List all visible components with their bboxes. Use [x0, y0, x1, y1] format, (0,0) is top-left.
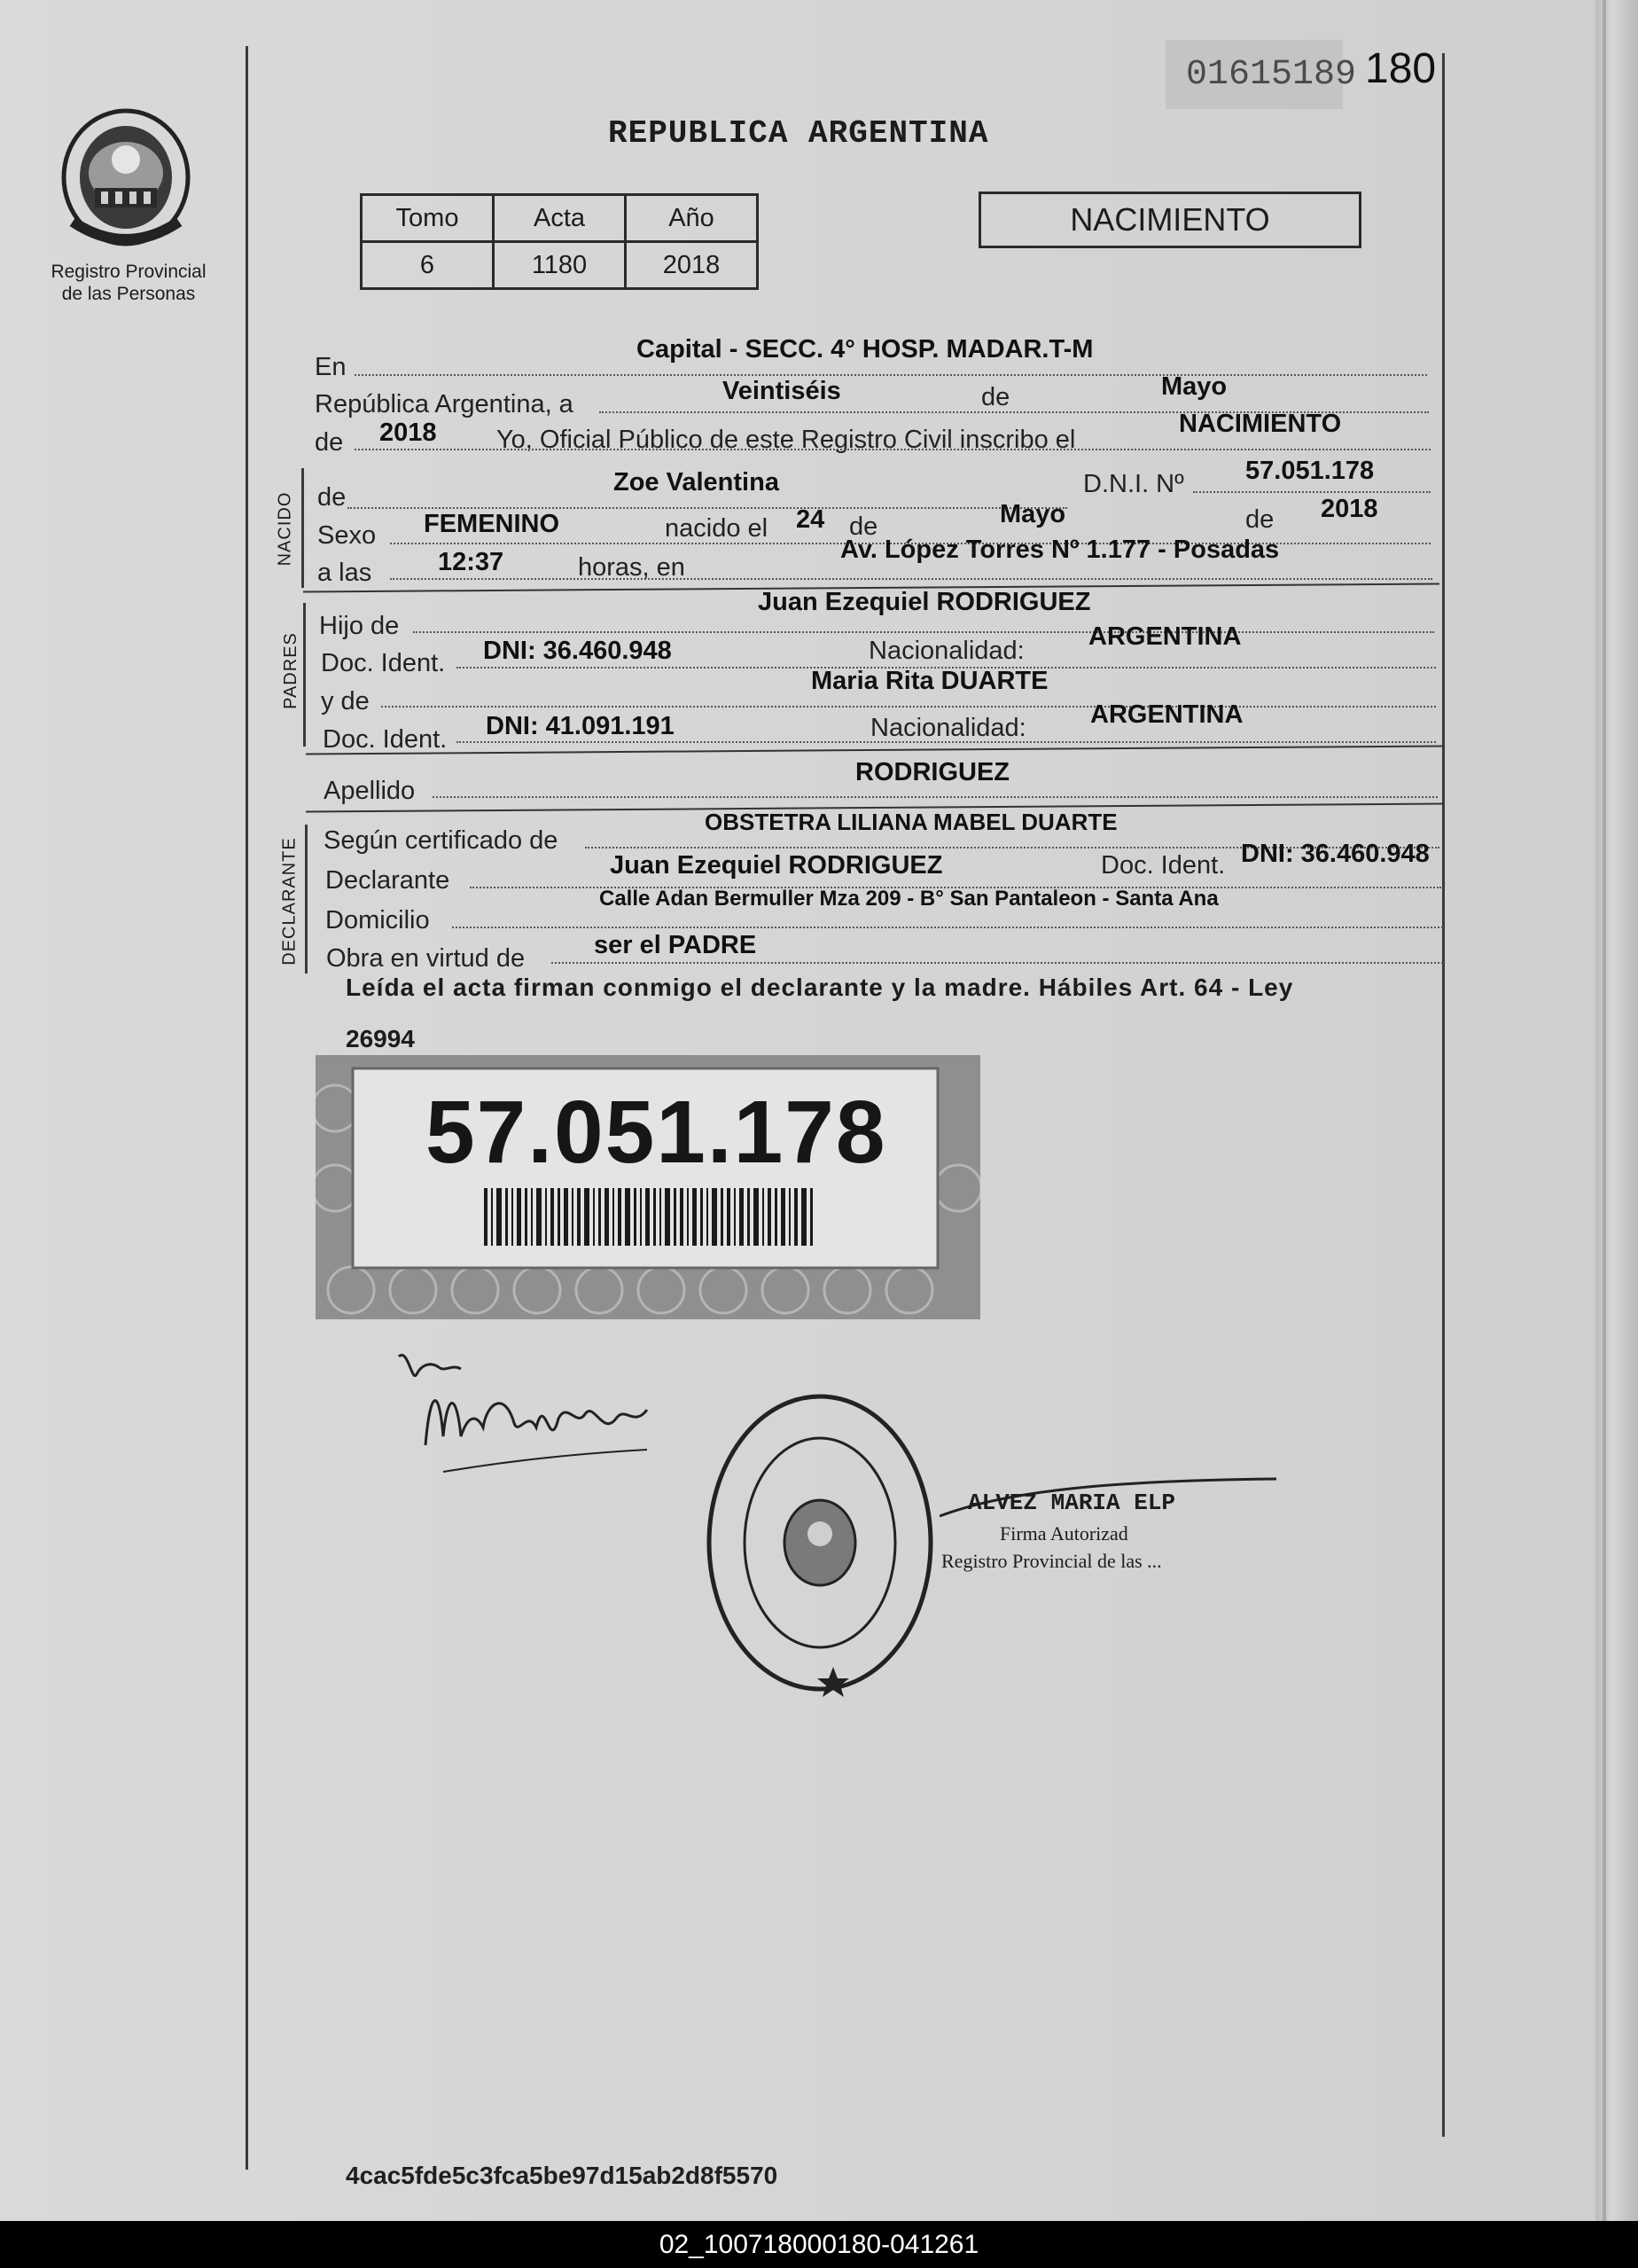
horas-label: horas, en — [578, 553, 685, 582]
father-doc-value: DNI: 36.460.948 — [483, 637, 672, 665]
record-type-box: NACIMIENTO — [979, 192, 1361, 248]
registry-header-acta: Acta — [494, 195, 626, 242]
closing-text-line2: 26994 — [346, 1025, 415, 1052]
logo-caption-line1: Registro Provincial — [51, 262, 207, 282]
father-dots — [413, 631, 1434, 633]
father-name-value: Juan Ezequiel RODRIGUEZ — [758, 588, 1091, 616]
apellido-dots — [433, 796, 1438, 798]
de-label-2: de — [315, 428, 344, 457]
declarante-value: Juan Ezequiel RODRIGUEZ — [610, 851, 943, 880]
child-name-value: Zoe Valentina — [613, 468, 779, 497]
birth-month-value: Mayo — [1000, 500, 1066, 528]
birth-place-value: Av. López Torres Nº 1.177 - Posadas — [840, 536, 1280, 564]
footer-id-bar: 02_100718000180-041261 — [0, 2221, 1638, 2268]
closing-text-line1: Leída el acta firman conmigo el declarante y la madre. Hábiles Art. 64 - Ley — [346, 974, 1294, 1001]
mother-signature — [390, 1339, 674, 1503]
en-dots — [355, 374, 1427, 376]
obra-dots — [551, 962, 1443, 964]
province-shield-icon — [55, 106, 197, 248]
nacido-de-label-2: de — [849, 512, 878, 541]
serial-number: 01615189 — [1186, 55, 1357, 95]
mother-dots — [381, 706, 1436, 708]
handwritten-signature-icon — [390, 1339, 674, 1498]
nacido-bracket — [301, 468, 304, 588]
dni-label: D.N.I. Nº — [1083, 470, 1184, 498]
registry-value-tomo: 6 — [362, 242, 494, 289]
de-label-1: de — [981, 383, 1010, 411]
declarante-side-label: DECLARANTE — [279, 837, 300, 966]
padres-bracket — [303, 603, 306, 747]
name-dots — [347, 507, 1067, 509]
nacido-el-label: nacido el — [665, 514, 768, 543]
child-dni-value: 57.051.178 — [1245, 457, 1375, 485]
official-title: Firma Autorizad — [1000, 1522, 1128, 1545]
inscribo-dots — [355, 449, 1431, 450]
official-stamp — [700, 1388, 940, 1702]
yde-label: y de — [321, 687, 370, 716]
hijo-de-label: Hijo de — [319, 612, 400, 640]
declarante-doc-value: DNI: 36.460.948 — [1241, 840, 1430, 868]
document-hash: 4cac5fde5c3fca5be97d15ab2d8f5570 — [346, 2162, 778, 2189]
mother-name-value: Maria Rita DUARTE — [811, 667, 1049, 695]
birth-day-value: 24 — [796, 505, 825, 534]
certificado-value: OBSTETRA LILIANA MABEL DUARTE — [705, 809, 1118, 835]
inscribo-value: NACIMIENTO — [1179, 410, 1342, 438]
right-margin-line — [1442, 53, 1445, 2137]
left-margin-line — [246, 46, 248, 2170]
official-org: Registro Provincial de las ... — [941, 1550, 1162, 1572]
mother-doc-dots — [456, 741, 1436, 743]
mother-nat-label: Nacionalidad: — [870, 714, 1026, 742]
en-label: En — [315, 353, 347, 381]
logo-caption-line2: de las Personas — [61, 284, 196, 304]
mother-doc-value: DNI: 41.091.191 — [486, 712, 675, 740]
alas-dots — [390, 578, 1432, 580]
official-stamp-icon — [700, 1388, 940, 1698]
official-name: ALVEZ MARIA ELP — [968, 1490, 1176, 1516]
province-logo — [55, 106, 197, 248]
registry-value-ano: 2018 — [626, 242, 758, 289]
apellido-label: Apellido — [324, 777, 416, 805]
birth-year-value: 2018 — [1321, 495, 1378, 523]
padres-side-label: PADRES — [280, 632, 300, 709]
declarante-label: Declarante — [325, 866, 450, 895]
registry-header-ano: Año — [626, 195, 758, 242]
inscribo-label: Yo, Oficial Público de este Registro Civil inscribo el — [496, 426, 1076, 454]
obra-label: Obra en virtud de — [326, 944, 526, 973]
dni-sticker-number: 57.051.178 — [425, 1083, 887, 1182]
sexo-value: FEMENINO — [424, 510, 560, 538]
mother-doc-label: Doc. Ident. — [323, 725, 448, 754]
year-value: 2018 — [379, 418, 437, 447]
declarante-bracket — [305, 825, 308, 974]
day-written-value: Veintiséis — [722, 377, 841, 405]
domicilio-label: Domicilio — [325, 906, 430, 935]
declarante-doc-label: Doc. Ident. — [1101, 851, 1226, 880]
en-value: Capital - SECC. 4° HOSP. MADAR.T-M — [636, 335, 1094, 364]
nacido-de-label: de — [317, 483, 347, 512]
domicilio-value: Calle Adan Bermuller Mza 209 - B° San Pantaleon - Santa Ana — [599, 887, 1219, 911]
father-nationality-value: ARGENTINA — [1088, 622, 1242, 651]
registry-table-header-row — [362, 195, 758, 242]
birth-time-value: 12:37 — [438, 548, 504, 576]
father-nat-label: Nacionalidad: — [869, 637, 1025, 665]
page-number: 180 — [1365, 45, 1437, 92]
certificado-label: Según certificado de — [324, 826, 558, 855]
apellido-value: RODRIGUEZ — [855, 758, 1010, 786]
father-doc-label: Doc. Ident. — [321, 649, 446, 677]
mother-nationality-value: ARGENTINA — [1090, 700, 1244, 729]
domicilio-dots — [452, 927, 1443, 928]
document-title: REPUBLICA ARGENTINA — [608, 115, 989, 152]
republica-label: República Argentina, a — [315, 390, 573, 418]
sexo-label: Sexo — [317, 521, 377, 550]
nacido-side-label: NACIDO — [275, 491, 295, 567]
dni-dots — [1193, 491, 1431, 493]
alas-label: a las — [317, 559, 372, 587]
registry-header-tomo: Tomo — [362, 195, 494, 242]
page-edge-line — [1603, 0, 1606, 2221]
nacido-de-label-3: de — [1245, 505, 1275, 534]
obra-value: ser el PADRE — [594, 931, 757, 959]
registry-table — [360, 193, 759, 290]
registry-table-value-row — [362, 242, 758, 289]
registry-value-acta: 1180 — [494, 242, 626, 289]
month-value: Mayo — [1161, 372, 1228, 401]
